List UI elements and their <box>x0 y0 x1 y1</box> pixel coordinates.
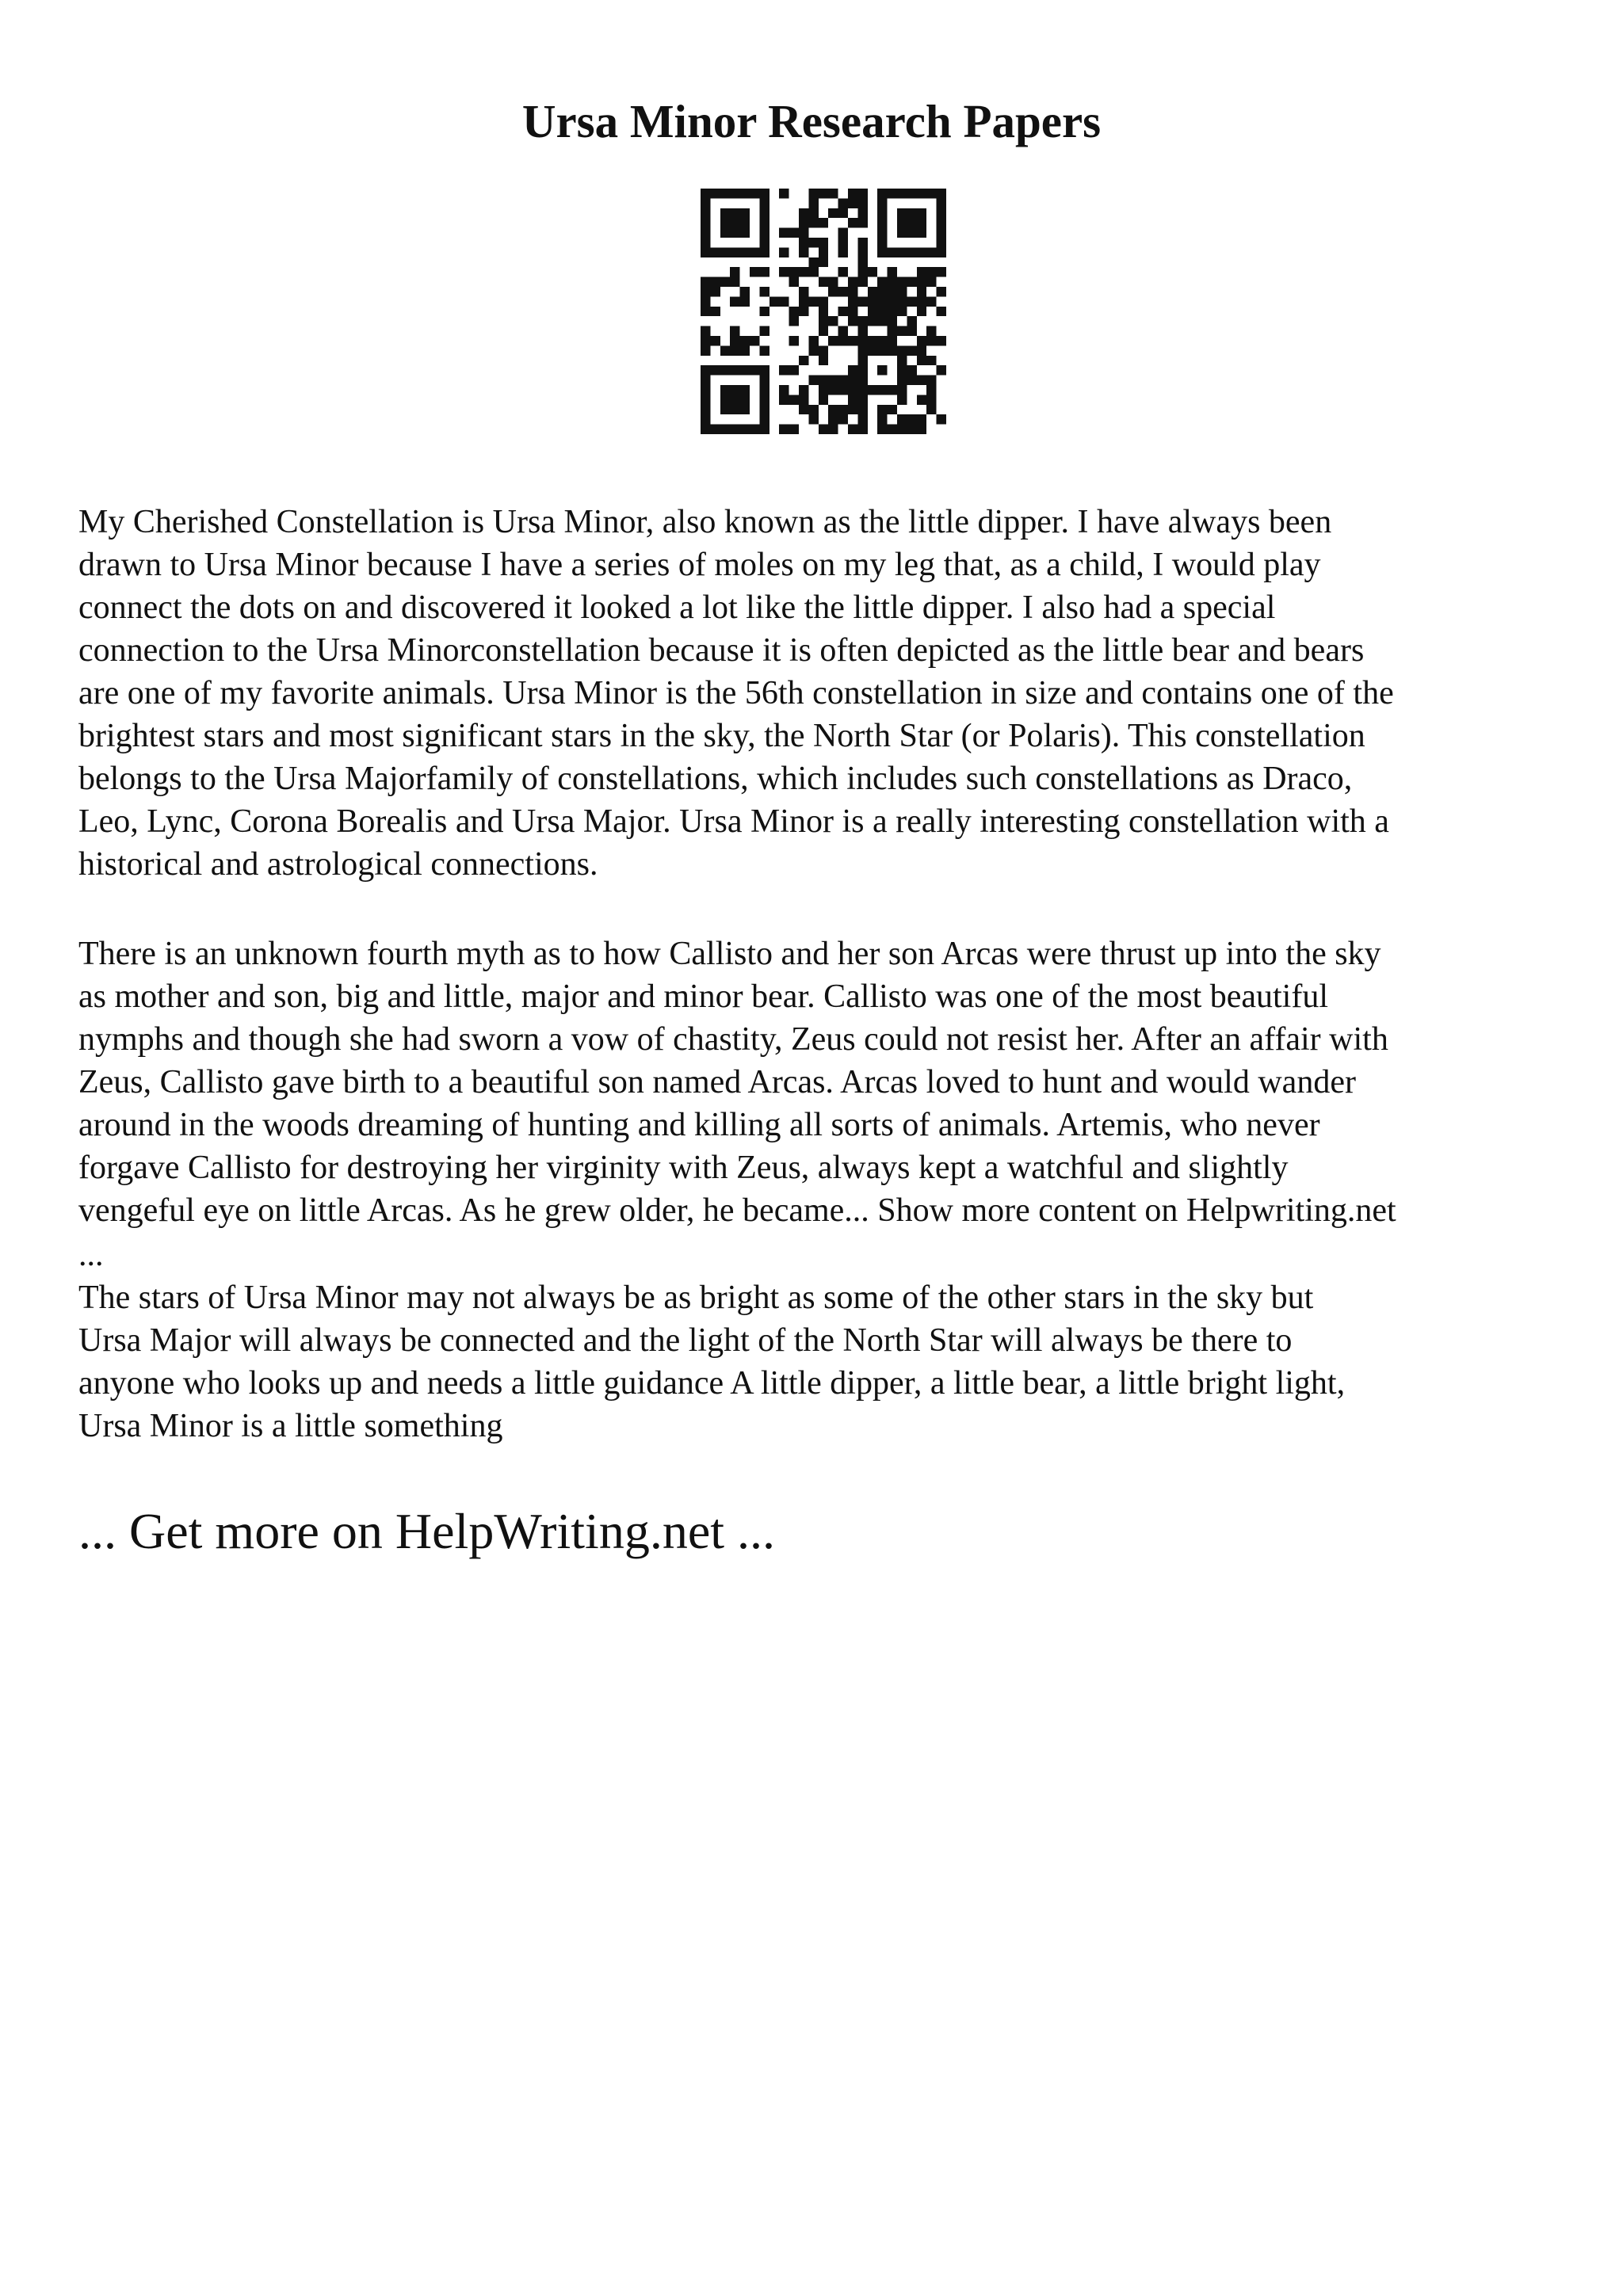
paragraph-myth: There is an unknown fourth myth as to how Callisto and her son Arcas were thrust up into the sky as mother and son, big and little, major and minor bear. Callisto was one of the most beautiful nymphs and though she had sworn a vow of chastity, Zeus could not resist her. After an affair with Zeus, Callisto gave birth to a beautiful son named Arcas. Arcas loved to hunt and would wander around in the woods dreaming of hunting and killing all sorts of animals. Artemis, who never forgave Callisto for destroying her virginity with Zeus, always kept a watchful and slightly vengeful eye on little Arcas. As he grew older, he became... Show more content on Helpwriting.net <box>78 936 1396 1229</box>
get-more-link[interactable]: ... Get more on HelpWriting.net ... <box>78 1503 775 1559</box>
qr-code-icon <box>701 189 946 434</box>
paragraph-intro: My Cherished Constellation is Ursa Minor, also known as the little dipper. I have always been drawn to Ursa Minor because I have a series of moles on my leg that, as a child, I would play connect the dots on and discovered it looked a lot like the little dipper. I also had a special connection to the Ursa Minorconstellation because it is often depicted as the little bear and bears are one of my favorite animals. Ursa Minor is the 56th constellation in size and contains one of the brightest stars and most significant stars in the sky, the North Star (or Polaris). This constellation belongs to the Ursa Majorfamily of constellations, which includes such constellations as Draco, Leo, Lync, Corona Borealis and Ursa Major. Ursa Minor is a really interesting constellation with a historical and astrological connections. <box>78 504 1394 883</box>
page-title: Ursa Minor Research Papers <box>521 95 1102 147</box>
paragraph-conclusion: The stars of Ursa Minor may not always be as bright as some of the other stars in the sky but Ursa Major will always be connected and the light of the North Star will always be there to anyone who looks up and needs a little guidance A little dipper, a little bear, a little bright light, Ursa Minor is a little something <box>78 1280 1346 1444</box>
paragraph-ellipsis: ... <box>78 1237 104 1273</box>
